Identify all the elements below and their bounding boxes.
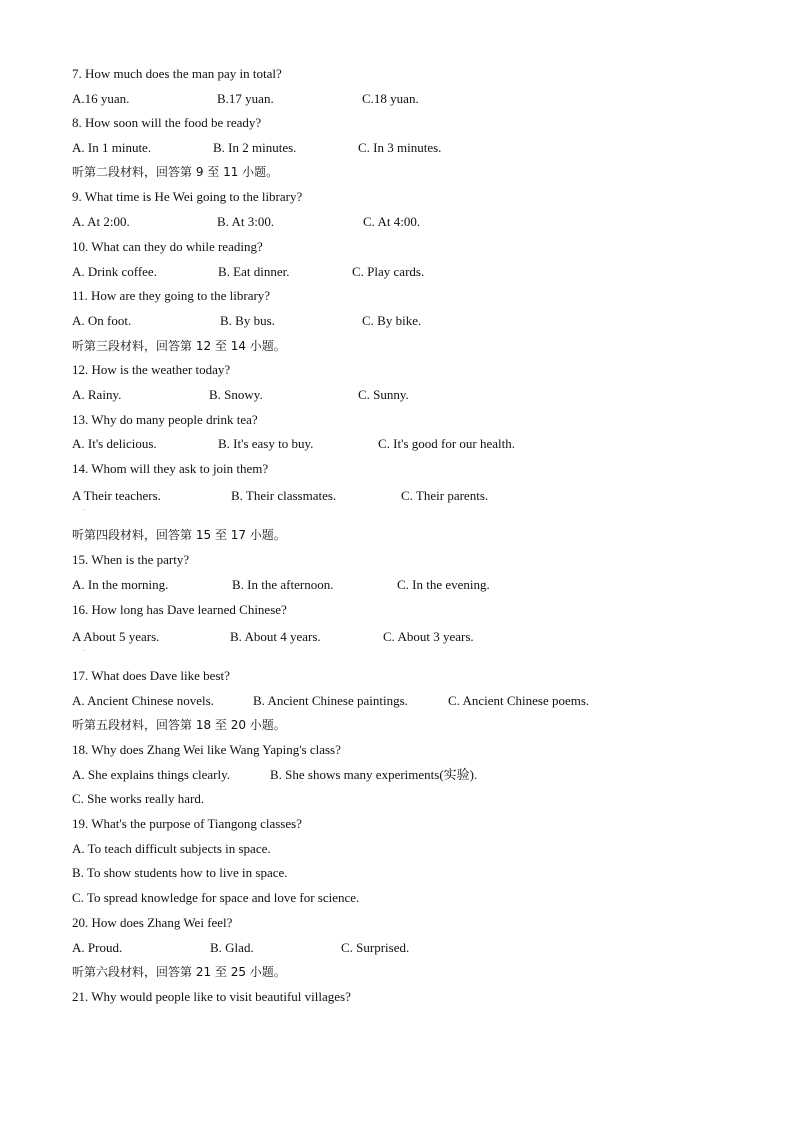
- q20-option-a: A. Proud.: [72, 940, 123, 955]
- stray-dot: .: [83, 647, 85, 653]
- q15-option-a: A. In the morning.: [72, 577, 169, 592]
- question-14: 14. Whom will they ask to join them?: [72, 461, 269, 476]
- q17-option-a: A. Ancient Chinese novels.: [72, 693, 214, 708]
- question-17: 17. What does Dave like best?: [72, 668, 230, 683]
- q10-option-b: B. Eat dinner.: [218, 264, 290, 279]
- q14-option-b: B. Their classmates.: [231, 488, 337, 503]
- question-12: 12. How is the weather today?: [72, 362, 231, 377]
- q11-option-c: C. By bike.: [362, 313, 422, 328]
- question-16: 16. How long has Dave learned Chinese?: [72, 602, 287, 617]
- q9-option-c: C. At 4:00.: [363, 214, 421, 229]
- section-6-heading: 听第六段材料，回答第 21 至 25 小题。: [72, 965, 286, 979]
- q19-option-b: B. To show students how to live in space.: [72, 865, 288, 880]
- q13-option-c: C. It's good for our health.: [378, 436, 516, 451]
- question-21: 21. Why would people like to visit beautiful villages?: [72, 989, 351, 1004]
- q7-option-a: A.16 yuan.: [72, 91, 130, 106]
- q11-option-b: B. By bus.: [220, 313, 275, 328]
- question-20: 20. How does Zhang Wei feel?: [72, 915, 233, 930]
- q7-option-b: B.17 yuan.: [217, 91, 274, 106]
- section-4-heading: 听第四段材料，回答第 15 至 17 小题。: [72, 528, 286, 542]
- q19-option-c: C. To spread knowledge for space and love for science.: [72, 890, 360, 905]
- q10-option-a: A. Drink coffee.: [72, 264, 157, 279]
- q14-option-a: A Their teachers.: [72, 488, 161, 503]
- q12-option-a: A. Rainy.: [72, 387, 122, 402]
- section-5-heading: 听第五段材料，回答第 18 至 20 小题。: [72, 718, 286, 732]
- q13-option-b: B. It's easy to buy.: [218, 436, 314, 451]
- question-10: 10. What can they do while reading?: [72, 239, 263, 254]
- q12-option-c: C. Sunny.: [358, 387, 409, 402]
- stray-dot: .: [83, 506, 85, 512]
- section-2-heading: 听第二段材料，回答第 9 至 11 小题。: [72, 165, 279, 179]
- q18-option-a: A. She explains things clearly.: [72, 767, 231, 782]
- q15-option-c: C. In the evening.: [397, 577, 490, 592]
- q11-option-a: A. On foot.: [72, 313, 132, 328]
- q8-option-c: C. In 3 minutes.: [358, 140, 442, 155]
- q16-option-c: C. About 3 years.: [383, 629, 474, 644]
- question-13: 13. Why do many people drink tea?: [72, 412, 258, 427]
- q12-option-b: B. Snowy.: [209, 387, 263, 402]
- question-9: 9. What time is He Wei going to the library?: [72, 189, 303, 204]
- q16-option-a: A About 5 years.: [72, 629, 160, 644]
- question-7: 7. How much does the man pay in total?: [72, 66, 282, 81]
- q10-option-c: C. Play cards.: [352, 264, 425, 279]
- q19-option-a: A. To teach difficult subjects in space.: [72, 841, 271, 856]
- question-15: 15. When is the party?: [72, 552, 190, 567]
- q18-option-b: B. She shows many experiments(实验).: [270, 767, 478, 782]
- section-3-heading: 听第三段材料，回答第 12 至 14 小题。: [72, 339, 286, 353]
- q20-option-c: C. Surprised.: [341, 940, 410, 955]
- question-18: 18. Why does Zhang Wei like Wang Yaping's class?: [72, 742, 341, 757]
- q9-option-b: B. At 3:00.: [217, 214, 275, 229]
- q13-option-a: A. It's delicious.: [72, 436, 157, 451]
- q15-option-b: B. In the afternoon.: [232, 577, 334, 592]
- q20-option-b: B. Glad.: [210, 940, 254, 955]
- q8-option-a: A. In 1 minute.: [72, 140, 152, 155]
- q17-option-b: B. Ancient Chinese paintings.: [253, 693, 408, 708]
- q7-option-c: C.18 yuan.: [362, 91, 419, 106]
- q8-option-b: B. In 2 minutes.: [213, 140, 297, 155]
- q14-option-c: C. Their parents.: [401, 488, 489, 503]
- question-8: 8. How soon will the food be ready?: [72, 115, 262, 130]
- q16-option-b: B. About 4 years.: [230, 629, 321, 644]
- question-11: 11. How are they going to the library?: [72, 288, 271, 303]
- q17-option-c: C. Ancient Chinese poems.: [448, 693, 590, 708]
- q18-option-c: C. She works really hard.: [72, 791, 205, 806]
- q9-option-a: A. At 2:00.: [72, 214, 130, 229]
- question-19: 19. What's the purpose of Tiangong classes?: [72, 816, 302, 831]
